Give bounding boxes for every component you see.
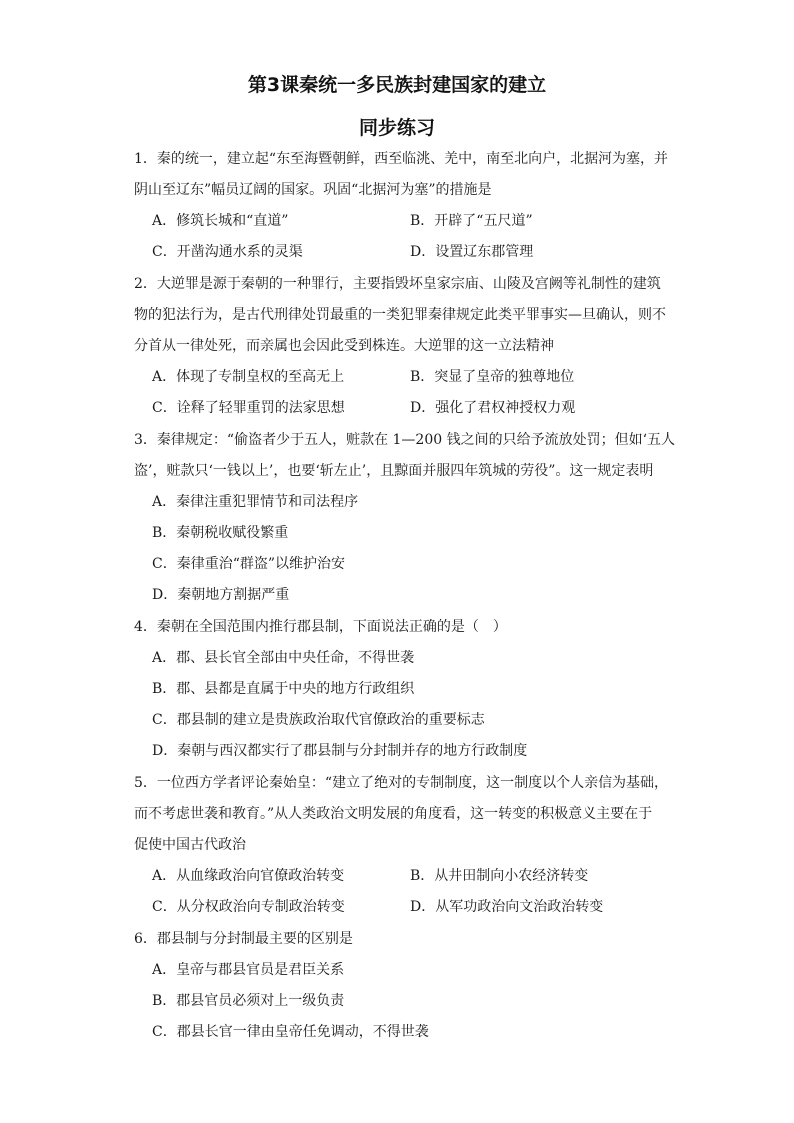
document-title: 第3课秦统一多民族封建国家的建立: [247, 74, 547, 96]
question-1-stem-line-1: 1．秦的统一，建立起“东至海暨朝鲜，西至临洮、羌中，南至北向户，北据河为塞，并: [134, 151, 669, 167]
question-6-stem-line-1: 6．郡县制与分封制最主要的区别是: [134, 931, 353, 947]
question-4-option-b: B．郡、县都是直属于中央的地方行政组织: [152, 681, 415, 697]
document-subtitle: 同步练习: [358, 117, 435, 139]
question-3-option-d: D．秦朝地方割据严重: [152, 587, 290, 603]
question-5-stem-line-2: 而不考虑世袭和教育。”从人类政治文明发展的角度看，这一转变的积极意义主要在于: [134, 806, 653, 822]
question-2-option-d: D．强化了君权神授权力观: [410, 400, 576, 416]
question-3-stem-line-1: 3．秦律规定：“偷盗者少于五人，赃款在 1—200 钱之间的只给予流放处罚；但如‘五人: [134, 432, 676, 448]
question-3-option-b: B．秦朝税收赋役繁重: [152, 525, 289, 541]
question-4-option-a: A．郡、县长官全部由中央任命，不得世袭: [152, 650, 415, 666]
question-5-option-b: B．从井田制向小农经济转变: [410, 868, 589, 884]
question-3-option-c: C．秦律重治“群盗”以维护治安: [152, 556, 346, 572]
question-5-option-d: D．从军功政治向文治政治转变: [410, 899, 604, 915]
question-3-option-a: A．秦律注重犯罪情节和司法程序: [152, 494, 359, 510]
question-3-stem-line-2: 盗’，赃款只‘一钱以上’，也要‘斩左止’，且黥面并服四年筑城的劳役”。这一规定表明: [134, 463, 654, 479]
question-6-option-c: C．郡县长官一律由皇帝任免调动，不得世袭: [152, 1024, 429, 1040]
question-1-stem-line-2: 阴山至辽东”幅员辽阔的国家。巩固“北据河为塞”的措施是: [134, 182, 492, 198]
question-1-option-b: B．开辟了“五尺道”: [410, 213, 533, 229]
question-4-option-d: D．秦朝与西汉都实行了郡县制与分封制并存的地方行政制度: [152, 743, 528, 759]
question-4-stem-line-1: 4．秦朝在全国范围内推行郡县制，下面说法正确的是（ ）: [134, 619, 507, 635]
question-2-option-b: B．突显了皇帝的独尊地位: [410, 369, 575, 385]
question-1-option-c: C．开凿沟通水系的灵渠: [152, 244, 303, 260]
question-1-option-d: D．设置辽东郡管理: [410, 244, 534, 260]
question-2-stem-line-1: 2．大逆罪是源于秦朝的一种罪行，主要指毁坏皇家宗庙、山陵及宫阙等礼制性的建筑: [134, 276, 661, 292]
question-2-option-a: A．体现了专制皇权的至高无上: [152, 369, 345, 385]
question-6-option-b: B．郡县官员必须对上一级负责: [152, 993, 345, 1009]
question-2-option-c: C．诠释了轻罪重罚的法家思想: [152, 400, 345, 416]
question-6-option-a: A．皇帝与郡县官员是君臣关系: [152, 962, 345, 978]
question-2-stem-line-2: 物的犯法行为，是古代刑律处罚最重的一类犯罪秦律规定此类平罪事实—旦确认，则不: [134, 307, 666, 323]
question-2-stem-line-3: 分首从一律处死，而亲属也会因此受到株连。大逆罪的这一立法精神: [134, 338, 554, 354]
question-1-option-a: A．修筑长城和“直道”: [152, 213, 289, 229]
question-5-option-a: A．从血缘政治向官僚政治转变: [152, 868, 345, 884]
question-5-stem-line-1: 5．一位西方学者评论秦始皇：“建立了绝对的专制制度，这一制度以个人亲信为基础，: [134, 775, 669, 791]
question-5-option-c: C．从分权政治向专制政治转变: [152, 899, 345, 915]
question-5-stem-line-3: 促使中国古代政治: [134, 837, 246, 853]
question-4-option-c: C．郡县制的建立是贵族政治取代官僚政治的重要标志: [152, 712, 485, 728]
